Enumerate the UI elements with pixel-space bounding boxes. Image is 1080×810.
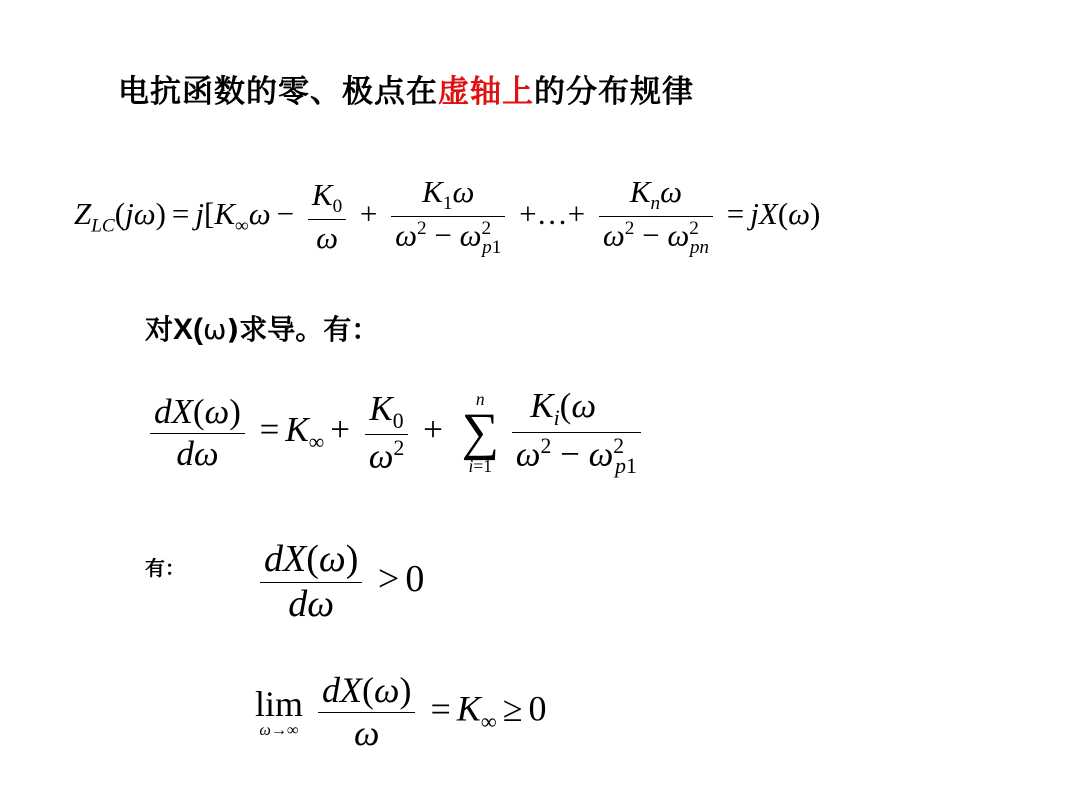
title-part1: 电抗函数的零、极点在 bbox=[118, 74, 438, 110]
limit-subscript: ω→∞ bbox=[259, 721, 299, 740]
summation: n ∑ i=1 bbox=[461, 388, 499, 477]
derive-x: X( bbox=[173, 313, 204, 346]
fraction-dx-domega: $\frac{dX(\omega)}{d\omega}$ bbox=[150, 394, 245, 473]
derive-pre: 对 bbox=[145, 313, 174, 346]
limit-equation: lim ω→∞ $\frac{dX(\omega)}{\omega}$ = $K_\infty \ge 0$ bbox=[255, 670, 547, 753]
zlc-equation: $Z_{LC}(j\omega) = j[K_\infty\omega$ − $\frac{K_0}{\omega}$ + $\frac{K_1\omega}{\omega^2 - \omega^2_{p1}}$ +…+ $\frac{K_n\omega}{\omega^2 - \omega^2_{pn}}$ = jX(ω) bbox=[74, 174, 821, 258]
limit-operator: lim ω→∞ bbox=[255, 684, 304, 740]
title-part2: 的分布规律 bbox=[534, 74, 694, 110]
fraction-k1: $\frac{K_1\omega}{\omega^2 - \omega^2_{p1}}$ bbox=[391, 176, 505, 258]
fraction-kn: $\frac{K_n\omega}{\omega^2 - \omega^2_{pn}}$ bbox=[599, 176, 713, 258]
page-title bbox=[118, 66, 694, 111]
fraction-k0: $\frac{K_0}{\omega}$ bbox=[308, 179, 346, 255]
derive-label bbox=[145, 308, 379, 348]
positive-derivative: $\frac{dX(\omega)}{d\omega}$ > 0 bbox=[260, 540, 424, 625]
title-highlight: 虚轴上 bbox=[438, 74, 534, 110]
you-label: 有： bbox=[145, 556, 185, 580]
fraction-dx-omega: $\frac{dX(\omega)}{\omega}$ bbox=[318, 672, 415, 753]
derivative-equation: $\frac{dX(\omega)}{d\omega}$ = $K_\infty$ + $\frac{K_0}{\omega^2}$ + n ∑ i=1 $\frac{K_i(\omega}{\omega^2 - \omega^2_{p1}}$ bbox=[150, 388, 641, 478]
fraction-k0-omega2: $\frac{K_0}{\omega^2}$ bbox=[365, 391, 409, 476]
derive-omega: ω bbox=[203, 313, 227, 346]
derive-post: )求导。有： bbox=[226, 313, 380, 346]
fraction-ki: $\frac{K_i(\omega}{\omega^2 - \omega^2_{p1}}$ bbox=[512, 388, 641, 478]
fraction-dx-domega-2: $\frac{dX(\omega)}{d\omega}$ bbox=[260, 540, 362, 625]
